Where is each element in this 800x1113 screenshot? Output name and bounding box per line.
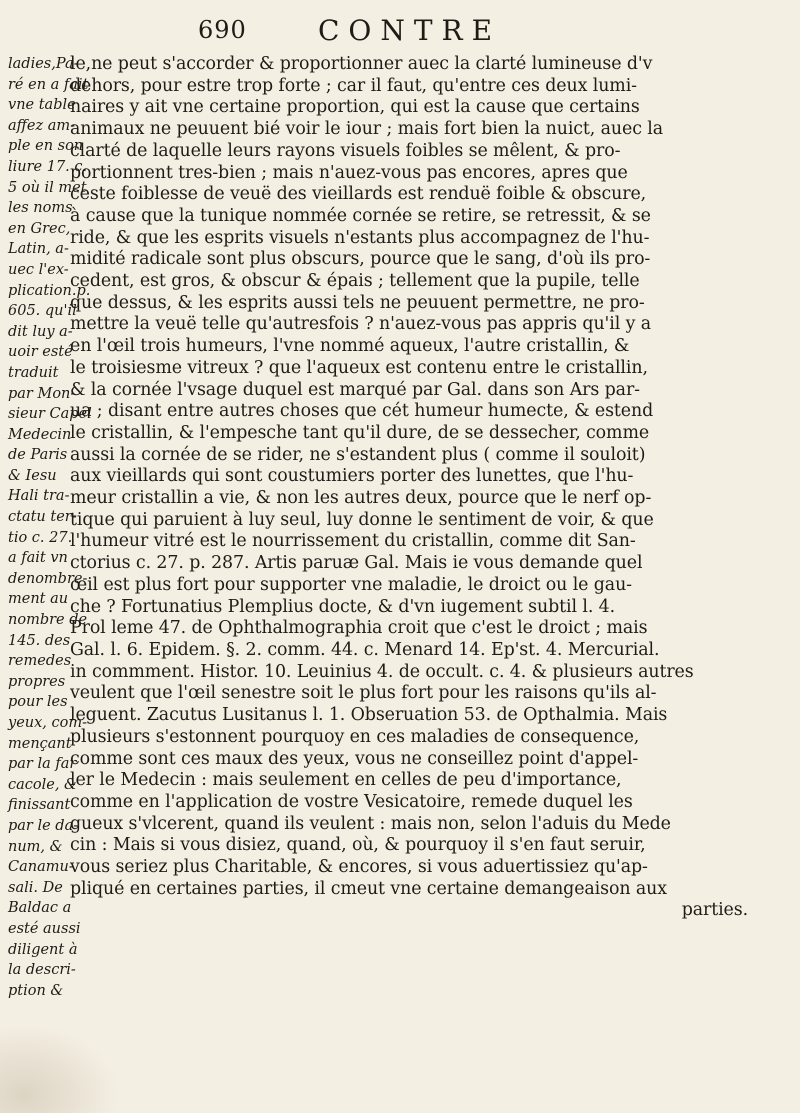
margin-note-line: vne table bbox=[8, 97, 76, 114]
margin-note-line: Latin, a- bbox=[8, 241, 69, 258]
margin-note-line: sali. De bbox=[8, 879, 63, 896]
margin-note-line: par le da- bbox=[8, 817, 79, 834]
text-line: le cristallin, & l'empesche tant qu'il dure, de se dessecher, comme bbox=[70, 422, 650, 443]
text-line: animaux ne peuuent bié voir le iour ; mais fort bien la nuict, auec la bbox=[70, 119, 664, 140]
margin-note-line: ment au bbox=[8, 591, 69, 608]
margin-note-line: traduit bbox=[8, 364, 59, 381]
margin-note-line: ctatu ter- bbox=[8, 509, 77, 526]
margin-note-line: finissant bbox=[8, 797, 71, 814]
margin-note-line: uec l'ex- bbox=[8, 261, 69, 278]
text-line: pliqué en certaines parties, il cmeut vne certaine demangeaison aux bbox=[70, 878, 667, 899]
margin-notes bbox=[8, 54, 92, 1001]
text-line: tique qui paruient à luy seul, luy donne le sentiment de voir, & que bbox=[70, 509, 654, 530]
margin-note-line: ré en a fait bbox=[8, 76, 89, 93]
text-line: que dessus, & les esprits aussi tels ne peuuent permettre, ne pro- bbox=[70, 292, 645, 313]
text-line: mettre la veuë telle qu'autresfois ? n'auez-vous pas appris qu'il y a bbox=[70, 314, 652, 335]
text-line: Gal. l. 6. Epidem. §. 2. comm. 44. c. Menard 14. Ep'st. 4. Mercurial. bbox=[70, 639, 660, 660]
margin-note-line: mençant bbox=[8, 735, 72, 752]
margin-note-line: yeux, com- bbox=[8, 715, 88, 731]
margin-note-line: Baldac a bbox=[8, 900, 72, 917]
text-line: in commment. Histor. 10. Leuinius 4. de occult. c. 4. & plusieurs autres bbox=[70, 661, 694, 682]
margin-note-line: remedes bbox=[8, 653, 72, 670]
text-line: aussi la cornée de se rider, ne s'estandent plus ( comme il souloit) bbox=[70, 444, 646, 465]
margin-note-line: par la far bbox=[8, 756, 77, 773]
margin-note-line: 5 où il met bbox=[8, 179, 87, 196]
text-line: vous seriez plus Charitable, & encores, si vous aduertissiez qu'ap- bbox=[70, 857, 648, 878]
text-line: Prol leme 47. de Ophthalmographia croit que c'est le droict ; mais bbox=[70, 618, 648, 639]
margin-note-line: 605. qu'il bbox=[8, 303, 77, 320]
text-line: cin : Mais si vous disiez, quand, où, & pourquoy il s'en faut seruir, bbox=[70, 835, 646, 856]
margin-note-line: denombre- bbox=[8, 570, 88, 587]
text-line: clarté de laquelle leurs rayons visuels foibles se mêlent, & pro- bbox=[70, 140, 621, 161]
text-line: leguent. Zacutus Lusitanus l. 1. Obseruation 53. de Opthalmia. Mais bbox=[70, 705, 668, 726]
text-line: veulent que l'œil senestre soit le plus fort pour les raisons qu'ils al- bbox=[70, 683, 657, 704]
margin-note-line: a fait vn bbox=[8, 550, 68, 567]
margin-note-line: tio c. 27. bbox=[8, 529, 73, 546]
text-line: le troisiesme vitreux ? que l'aqueux est contenu entre le cristallin, bbox=[70, 357, 648, 378]
margin-note-line: 145. des bbox=[8, 632, 71, 649]
body-text bbox=[70, 54, 788, 922]
text-line: en l'œil trois humeurs, l'vne nommé aqueux, l'autre cristallin, & bbox=[70, 336, 630, 357]
text-line: naires y ait vne certaine proportion, qui est la cause que certains bbox=[70, 97, 640, 118]
margin-note-line: ption & bbox=[8, 982, 64, 999]
margin-note-line: ple en son bbox=[8, 138, 84, 155]
text-line: œil est plus fort pour supporter vne maladie, le droict ou le gau- bbox=[70, 574, 632, 595]
margin-note-line: & Iesu bbox=[8, 467, 57, 484]
margin-note-line: par Mon- bbox=[8, 385, 76, 402]
text-line: ler le Medecin : mais seulement en celles de peu d'importance, bbox=[70, 770, 622, 791]
text-line: ceste foiblesse de veuë des vieillards est renduë foible & obscure, bbox=[70, 184, 647, 205]
margin-note-line: affez am- bbox=[8, 117, 76, 134]
text-line: gueux s'vlcerent, quand ils veulent : mais non, selon l'aduis du Mede bbox=[70, 813, 671, 834]
margin-note-line: la descri- bbox=[8, 962, 76, 979]
text-line: & la cornée l'vsage duquel est marqué par Gal. dans son Ars par- bbox=[70, 379, 640, 400]
margin-note-line: pour les bbox=[8, 694, 68, 711]
margin-note-line: Medecin bbox=[8, 426, 72, 443]
margin-note-line: plication.p. bbox=[8, 282, 91, 299]
margin-note-line: num, & bbox=[8, 838, 63, 855]
text-line: meur cristallin a vie, & non les autres deux, pource que le nerf op- bbox=[70, 488, 652, 509]
text-line: ride, & que les esprits visuels n'estants plus accompagnez de l'hu- bbox=[70, 227, 650, 248]
margin-note-line: de Paris bbox=[8, 447, 68, 464]
margin-note-line: en Grec, bbox=[8, 220, 71, 237]
margin-note-line: Canamu- bbox=[8, 859, 74, 876]
text-line: parties. bbox=[681, 900, 748, 921]
text-line: ctorius c. 27. p. 287. Artis paruæ Gal. Mais ie vous demande quel bbox=[70, 553, 643, 574]
margin-note-line: liure 17. c. bbox=[8, 158, 88, 175]
margin-note-line: ladies,Pa- bbox=[8, 56, 79, 72]
text-line: comme sont ces maux des yeux, vous ne conseillez point d'appel- bbox=[70, 748, 639, 769]
margin-note-line: nombre de bbox=[8, 612, 88, 629]
text-line: à cause que la tunique nommée cornée se retire, se retressit, & se bbox=[70, 205, 651, 226]
margin-note-line: dit luy a- bbox=[8, 323, 73, 340]
margin-note-line: propres bbox=[8, 673, 66, 690]
page-number: 690 bbox=[198, 16, 247, 44]
margin-note-line: uoir esté bbox=[8, 344, 73, 361]
margin-note-line: diligent à bbox=[8, 941, 78, 958]
text-line: le,ne peut s'accorder & proportionner auec la clarté lumineuse d'v bbox=[70, 54, 653, 74]
text-line: plusieurs s'estonnent pourquoy en ces maladies de consequence, bbox=[70, 726, 640, 747]
margin-note-line: sieur Capel bbox=[8, 406, 92, 423]
text-line: l'humeur vitré est le nourrissement du cristallin, comme dit San- bbox=[70, 531, 636, 552]
text-line: dehors, pour estre trop forte ; car il faut, qu'entre ces deux lumi- bbox=[70, 75, 637, 96]
running-title: CONTRE bbox=[318, 14, 502, 47]
text-line: che ? Fortunatius Plemplius docte, & d'vn iugement subtil l. 4. bbox=[70, 596, 616, 617]
text-line: cedent, est gros, & obscur & épais ; tellement que la pupile, telle bbox=[70, 271, 640, 292]
paper-stain bbox=[0, 1023, 120, 1113]
margin-note-line: les noms bbox=[8, 200, 73, 217]
text-line: portionnent tres-bien ; mais n'auez-vous pas encores, apres que bbox=[70, 162, 628, 183]
margin-note-line: esté aussi bbox=[8, 920, 81, 937]
text-line: ua ; disant entre autres choses que cét humeur humecte, & estend bbox=[70, 401, 654, 422]
text-line: comme en l'application de vostre Vesicatoire, remede duquel les bbox=[70, 791, 633, 812]
page-header bbox=[0, 14, 800, 54]
margin-note-line: cacole, & bbox=[8, 776, 77, 793]
margin-note-line: Hali tra- bbox=[8, 488, 70, 505]
text-line: midité radicale sont plus obscurs, pource que le sang, d'où ils pro- bbox=[70, 249, 651, 270]
text-line: aux vieillards qui sont coustumiers porter des lunettes, que l'hu- bbox=[70, 466, 634, 487]
